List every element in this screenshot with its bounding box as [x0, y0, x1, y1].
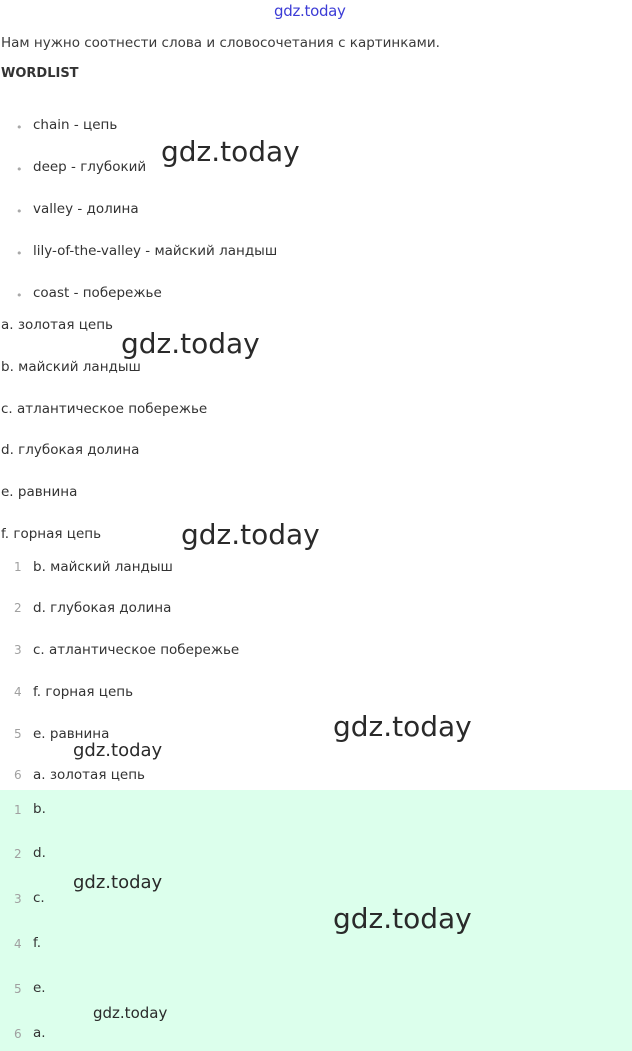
match-item: a. золотая цепь — [33, 767, 146, 783]
picture-item: c. атлантическое побережье — [1, 401, 208, 417]
match-item: c. атлантическое побережье — [33, 642, 240, 658]
answer-number: 5 — [14, 982, 22, 996]
picture-item: f. горная цепь — [1, 526, 102, 542]
wordlist-title: WORDLIST — [1, 66, 79, 81]
match-item: f. горная цепь — [33, 684, 134, 700]
answer-number: 6 — [14, 1027, 22, 1041]
watermark: gdz.today — [93, 1004, 168, 1022]
picture-item: a. золотая цепь — [1, 317, 114, 333]
watermark: gdz.today — [181, 518, 320, 551]
watermark: gdz.today — [73, 740, 163, 761]
task-intro: Нам нужно соотнести слова и словосочетания с картинками. — [1, 35, 440, 51]
wordlist-item: valley - долина — [33, 201, 139, 217]
watermark: gdz.today — [333, 902, 472, 935]
answer-number: 3 — [14, 892, 22, 906]
match-number: 1 — [14, 560, 22, 574]
bullet-icon: • — [16, 205, 23, 218]
watermark: gdz.today — [333, 710, 472, 743]
bullet-icon: • — [16, 247, 23, 260]
match-number: 2 — [14, 601, 22, 615]
wordlist-item: coast - побережье — [33, 285, 162, 301]
answer-item: c. — [33, 890, 45, 906]
wordlist-item: chain - цепь — [33, 117, 118, 133]
watermark: gdz.today — [121, 327, 260, 360]
picture-item: e. равнина — [1, 484, 78, 500]
bullet-icon: • — [16, 289, 23, 302]
match-number: 4 — [14, 685, 22, 699]
answer-number: 4 — [14, 937, 22, 951]
answer-item: b. — [33, 801, 46, 817]
match-number: 5 — [14, 727, 22, 741]
match-item: e. равнина — [33, 726, 110, 742]
answer-number: 2 — [14, 847, 22, 861]
picture-item: d. глубокая долина — [1, 442, 140, 458]
match-item: d. глубокая долина — [33, 600, 172, 616]
wordlist-item: lily-of-the-valley - майский ландыш — [33, 243, 278, 259]
answer-item: e. — [33, 980, 46, 996]
match-item: b. майский ландыш — [33, 559, 173, 575]
header-watermark: gdz.today — [274, 2, 346, 20]
bullet-icon: • — [16, 163, 23, 176]
watermark: gdz.today — [161, 135, 300, 168]
answer-item: a. — [33, 1025, 46, 1041]
answer-item: d. — [33, 845, 46, 861]
answer-number: 1 — [14, 803, 22, 817]
watermark: gdz.today — [73, 872, 163, 893]
match-number: 6 — [14, 768, 22, 782]
answer-item: f. — [33, 935, 42, 951]
wordlist-item: deep - глубокий — [33, 159, 147, 175]
bullet-icon: • — [16, 121, 23, 134]
picture-item: b. майский ландыш — [1, 359, 141, 375]
match-number: 3 — [14, 643, 22, 657]
